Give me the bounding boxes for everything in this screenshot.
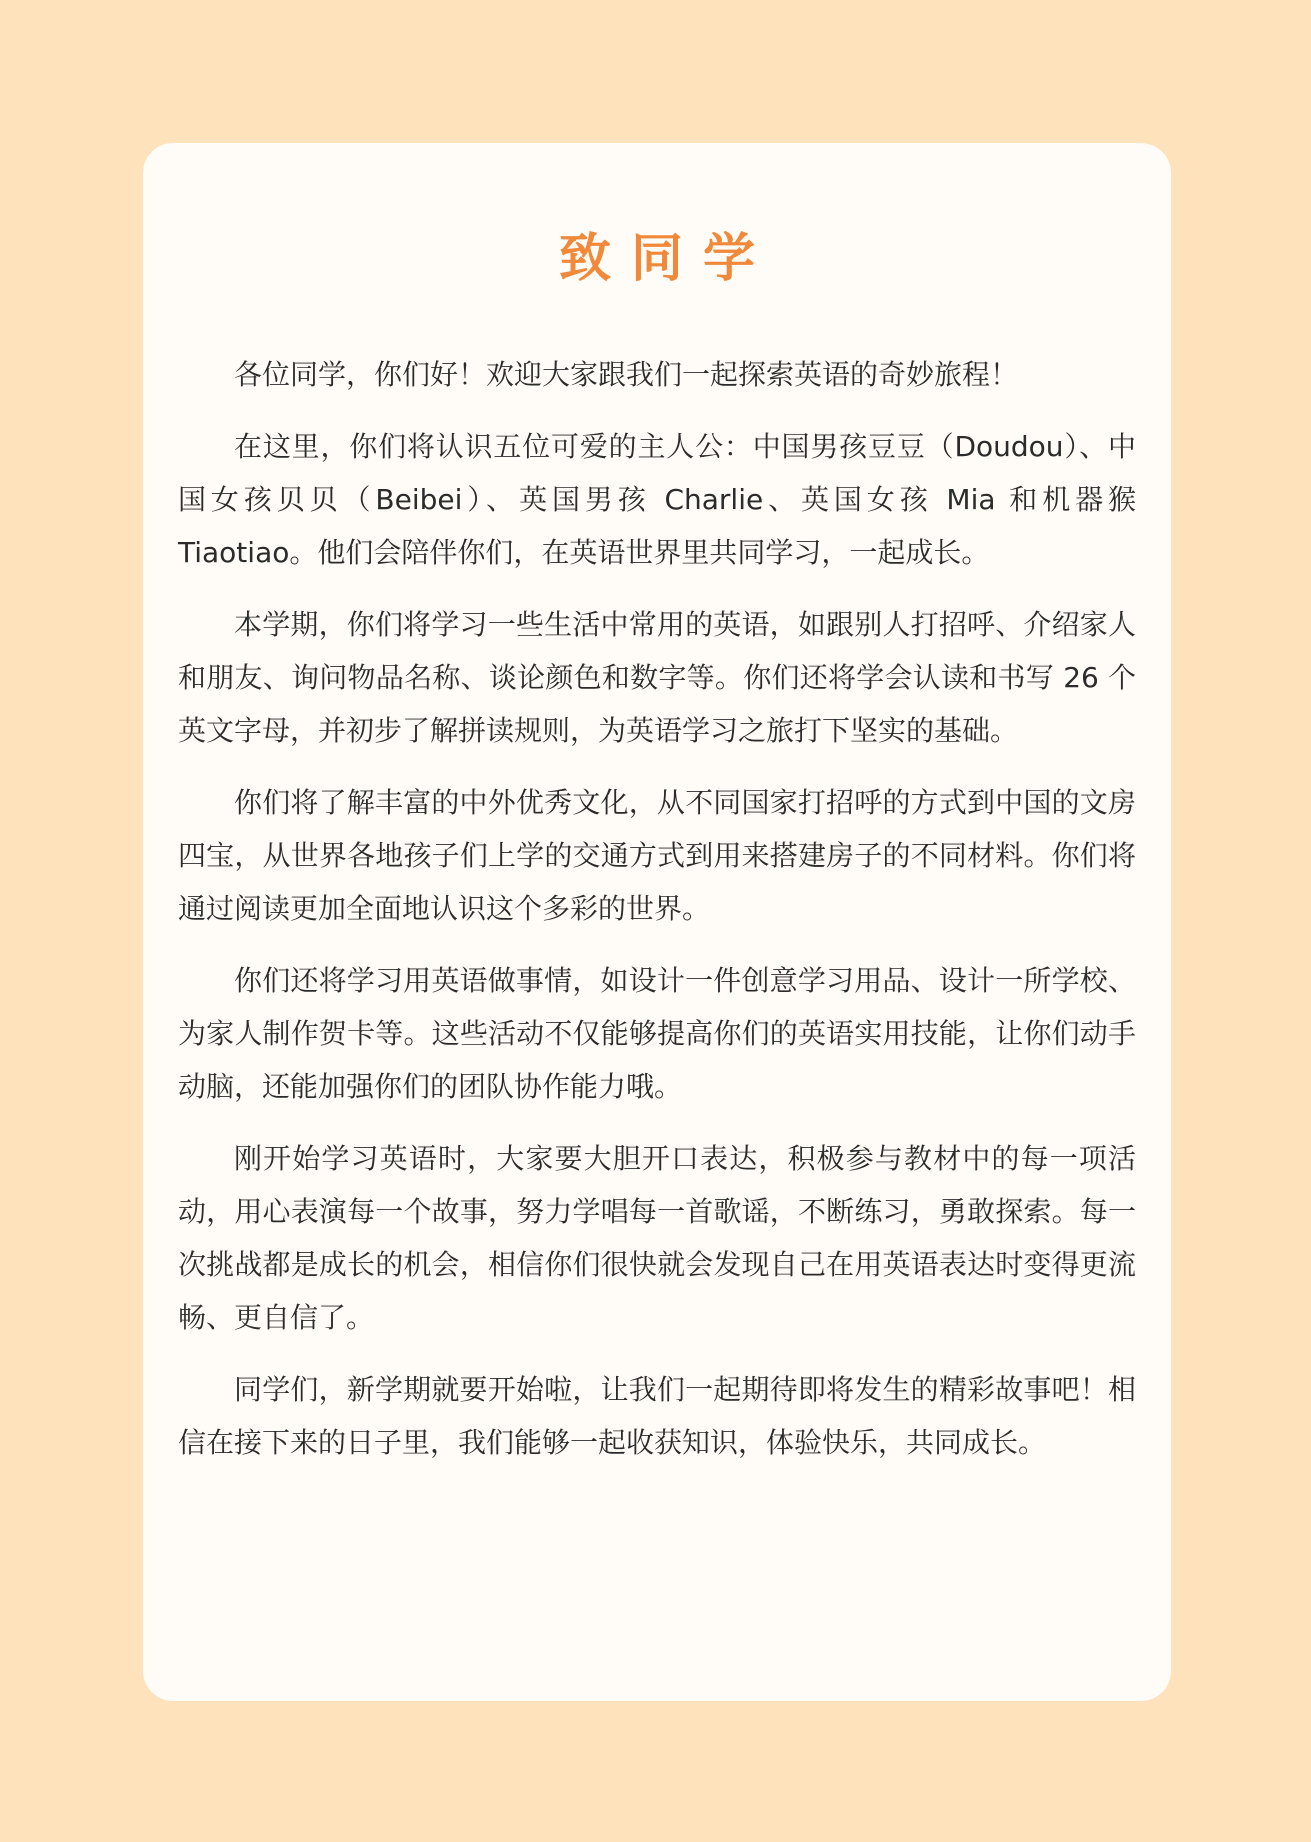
- letter-paragraph: 你们还将学习用英语做事情，如设计一件创意学习用品、设计一所学校、为家人制作贺卡等。这些活动不仅能够提高你们的英语实用技能，让你们动手动脑，还能加强你们的团队协作能力哦。: [178, 964, 1136, 1104]
- letter-body: [178, 348, 1136, 1469]
- letter-title: 致同学: [558, 229, 775, 289]
- letter-card: [143, 143, 1171, 1701]
- letter-paragraph: 在这里，你们将认识五位可爱的主人公：中国男孩豆豆（Doudou）、中国女孩贝贝（Beibei）、英国男孩 Charlie、英国女孩 Mia 和机器猴 Tiaotiao。他们会陪伴你们，在英语世界里共同学习，一起成长。: [178, 430, 1136, 570]
- letter-paragraph: 你们将了解丰富的中外优秀文化，从不同国家打招呼的方式到中国的文房四宝，从世界各地孩子们上学的交通方式到用来搭建房子的不同材料。你们将通过阅读更加全面地认识这个多彩的世界。: [178, 786, 1136, 926]
- letter-paragraph: 刚开始学习英语时，大家要大胆开口表达，积极参与教材中的每一项活动，用心表演每一个故事，努力学唱每一首歌谣，不断练习，勇敢探索。每一次挑战都是成长的机会，相信你们很快就会发现自己在用英语表达时变得更流畅、更自信了。: [178, 1142, 1136, 1335]
- letter-paragraph: 同学们，新学期就要开始啦，让我们一起期待即将发生的精彩故事吧！相信在接下来的日子里，我们能够一起收获知识，体验快乐，共同成长。: [178, 1373, 1136, 1460]
- letter-paragraph: 本学期，你们将学习一些生活中常用的英语，如跟别人打招呼、介绍家人和朋友、询问物品名称、谈论颜色和数字等。你们还将学会认读和书写 26 个英文字母，并初步了解拼读规则，为英语学习之旅打下坚实的基础。: [178, 608, 1136, 748]
- letter-paragraph: 各位同学，你们好！欢迎大家跟我们一起探索英语的奇妙旅程！: [234, 358, 1019, 392]
